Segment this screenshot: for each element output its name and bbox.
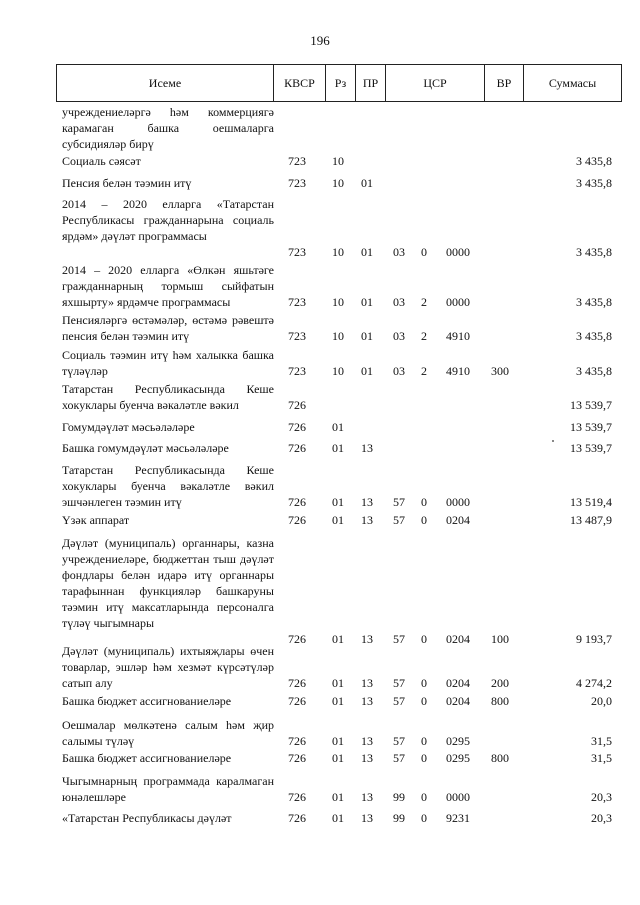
row-kvsr: 726 bbox=[288, 751, 306, 765]
row-sum: 13 519,4 bbox=[570, 495, 612, 509]
row-rz: 01 bbox=[332, 694, 344, 708]
row-csr2: 0 bbox=[421, 495, 427, 509]
row-csr3: 0295 bbox=[446, 751, 470, 765]
row-rz: 10 bbox=[332, 295, 344, 309]
row-rz: 01 bbox=[332, 751, 344, 765]
row-csr1: 57 bbox=[393, 632, 405, 646]
row-csr1: 57 bbox=[393, 513, 405, 527]
row-csr2: 0 bbox=[421, 811, 427, 825]
row-vr: 300 bbox=[491, 364, 509, 378]
header-vr: ВР bbox=[484, 65, 523, 101]
row-csr2: 0 bbox=[421, 632, 427, 646]
row-sum: 20,3 bbox=[591, 811, 612, 825]
row-kvsr: 726 bbox=[288, 441, 306, 455]
row-name: Дәүләт (муниципаль) ихтыяҗлары өчен товарлар, эшләр һәм хезмәт күрсәтүләр сатып алу bbox=[62, 644, 274, 690]
row-csr2: 2 bbox=[421, 295, 427, 309]
row-sum: 13 539,7 bbox=[570, 420, 612, 434]
row-name: «Татарстан Республикасы дәүләт bbox=[62, 811, 232, 825]
header-rz: Рз bbox=[325, 65, 355, 101]
row-name: Дәүләт (муниципаль) органнары, казна учреждениеләре, бюджеттан тыш дәүләт фондлары белән идарә итү органнары тарафыннан функцияләр башкаруны тәэмин итү максатларында персоналга түләү чыгымнары bbox=[62, 536, 274, 630]
row-kvsr: 726 bbox=[288, 694, 306, 708]
row-pr: 13 bbox=[361, 811, 373, 825]
row-pr: 13 bbox=[361, 676, 373, 690]
row-pr: 13 bbox=[361, 694, 373, 708]
row-csr3: 4910 bbox=[446, 329, 470, 343]
row-name: Татарстан Республикасында Кеше хокуклары буенча вәкаләтле вәкил bbox=[62, 382, 274, 412]
row-pr: 13 bbox=[361, 790, 373, 804]
row-pr: 13 bbox=[361, 632, 373, 646]
row-name: 2014 – 2020 елларга «Татарстан Республикасы гражданнарына социаль ярдәм» дәүләт программасы bbox=[62, 197, 274, 243]
row-pr: 13 bbox=[361, 441, 373, 455]
row-csr1: 03 bbox=[393, 245, 405, 259]
row-csr3: 0295 bbox=[446, 734, 470, 748]
row-pr: 13 bbox=[361, 513, 373, 527]
row-rz: 01 bbox=[332, 676, 344, 690]
row-pr: 01 bbox=[361, 176, 373, 190]
row-rz: 10 bbox=[332, 154, 344, 168]
row-sum: 13 487,9 bbox=[570, 513, 612, 527]
row-csr2: 0 bbox=[421, 734, 427, 748]
row-csr2: 0 bbox=[421, 790, 427, 804]
row-name: Гомумдәүләт мәсьәләләре bbox=[62, 420, 195, 434]
row-csr2: 2 bbox=[421, 329, 427, 343]
row-csr3: 0204 bbox=[446, 513, 470, 527]
row-csr3: 0000 bbox=[446, 495, 470, 509]
row-vr: 800 bbox=[491, 694, 509, 708]
row-kvsr: 726 bbox=[288, 676, 306, 690]
row-csr2: 0 bbox=[421, 513, 427, 527]
row-name: Татарстан Республикасында Кеше хокуклары буенча вәкаләтле вәкил эшчәнлеген тәэмин итү bbox=[62, 463, 274, 509]
row-vr: 100 bbox=[491, 632, 509, 646]
row-kvsr: 723 bbox=[288, 364, 306, 378]
row-rz: 10 bbox=[332, 329, 344, 343]
row-csr2: 0 bbox=[421, 676, 427, 690]
row-csr2: 0 bbox=[421, 751, 427, 765]
row-name: Башка гомумдәүләт мәсьәләләре bbox=[62, 441, 229, 455]
row-kvsr: 726 bbox=[288, 734, 306, 748]
row-csr3: 0204 bbox=[446, 694, 470, 708]
row-pr: 01 bbox=[361, 329, 373, 343]
header-sum: Суммасы bbox=[523, 65, 621, 101]
row-kvsr: 726 bbox=[288, 632, 306, 646]
row-name: 2014 – 2020 елларга «Өлкән яшьтәге гражданнарның тормыш сыйфатын яхшырту» ярдәмче программасы bbox=[62, 263, 274, 309]
row-csr2: 0 bbox=[421, 245, 427, 259]
table-header bbox=[56, 64, 622, 102]
row-rz: 01 bbox=[332, 734, 344, 748]
row-kvsr: 726 bbox=[288, 811, 306, 825]
row-name: Башка бюджет ассигнованиеләре bbox=[62, 751, 232, 765]
row-kvsr: 723 bbox=[288, 154, 306, 168]
row-pr: 01 bbox=[361, 295, 373, 309]
row-kvsr: 723 bbox=[288, 295, 306, 309]
row-kvsr: 726 bbox=[288, 398, 306, 412]
row-sum: 20,0 bbox=[591, 694, 612, 708]
row-kvsr: 726 bbox=[288, 495, 306, 509]
row-rz: 01 bbox=[332, 495, 344, 509]
row-sum: 13 539,7 bbox=[570, 398, 612, 412]
header-name: Исеме bbox=[148, 76, 182, 90]
row-csr3: 0000 bbox=[446, 295, 470, 309]
row-csr3: 0204 bbox=[446, 632, 470, 646]
row-rz: 01 bbox=[332, 811, 344, 825]
row-pr: 13 bbox=[361, 734, 373, 748]
row-csr1: 57 bbox=[393, 495, 405, 509]
row-csr2: 2 bbox=[421, 364, 427, 378]
row-name: Башка бюджет ассигнованиеләре bbox=[62, 694, 232, 708]
row-name: Социаль тәэмин итү һәм халыкка башка түләүләр bbox=[62, 348, 274, 378]
row-rz: 01 bbox=[332, 441, 344, 455]
row-kvsr: 723 bbox=[288, 245, 306, 259]
row-sum: 3 435,8 bbox=[576, 295, 612, 309]
row-vr: 200 bbox=[491, 676, 509, 690]
row-rz: 01 bbox=[332, 632, 344, 646]
row-rz: 10 bbox=[332, 364, 344, 378]
row-name: Чыгымнарның программада каралмаган юнәлешләре bbox=[62, 774, 274, 804]
row-csr1: 57 bbox=[393, 694, 405, 708]
row-csr1: 03 bbox=[393, 364, 405, 378]
row-name: Үзәк аппарат bbox=[62, 513, 130, 527]
row-csr1: 99 bbox=[393, 811, 405, 825]
row-kvsr: 723 bbox=[288, 329, 306, 343]
row-pr: 13 bbox=[361, 495, 373, 509]
row-csr1: 99 bbox=[393, 790, 405, 804]
row-name: Пенсияләргә өстәмәләр, өстәмә рәвештә пенсия белән тәэмин итү bbox=[62, 313, 274, 343]
row-csr1: 03 bbox=[393, 295, 405, 309]
scan-speck bbox=[552, 440, 554, 442]
row-name: Оешмалар мөлкәтенә салым һәм җир салымы түләү bbox=[62, 718, 274, 748]
row-rz: 10 bbox=[332, 245, 344, 259]
row-sum: 9 193,7 bbox=[576, 632, 612, 646]
row-kvsr: 726 bbox=[288, 513, 306, 527]
header-pr: ПР bbox=[355, 65, 385, 101]
row-csr2: 0 bbox=[421, 694, 427, 708]
row-rz: 01 bbox=[332, 513, 344, 527]
page-number: 196 bbox=[310, 33, 330, 48]
row-pr: 13 bbox=[361, 751, 373, 765]
row-sum: 3 435,8 bbox=[576, 176, 612, 190]
row-kvsr: 723 bbox=[288, 176, 306, 190]
row-sum: 3 435,8 bbox=[576, 364, 612, 378]
row-csr3: 0000 bbox=[446, 245, 470, 259]
row-name: Социаль сәясәт bbox=[62, 154, 141, 168]
row-sum: 20,3 bbox=[591, 790, 612, 804]
row-csr1: 57 bbox=[393, 734, 405, 748]
row-csr1: 03 bbox=[393, 329, 405, 343]
row-csr3: 0204 bbox=[446, 676, 470, 690]
row-sum: 31,5 bbox=[591, 751, 612, 765]
row-sum: 3 435,8 bbox=[576, 245, 612, 259]
row-rz: 10 bbox=[332, 176, 344, 190]
row-sum: 4 274,2 bbox=[576, 676, 612, 690]
header-csr: ЦСР bbox=[385, 65, 484, 101]
row-kvsr: 726 bbox=[288, 420, 306, 434]
row-rz: 01 bbox=[332, 790, 344, 804]
row-sum: 31,5 bbox=[591, 734, 612, 748]
row-kvsr: 726 bbox=[288, 790, 306, 804]
row-csr3: 9231 bbox=[446, 811, 470, 825]
row-csr3: 4910 bbox=[446, 364, 470, 378]
row-vr: 800 bbox=[491, 751, 509, 765]
row-csr1: 57 bbox=[393, 751, 405, 765]
header-kvsr: КВСР bbox=[273, 65, 325, 101]
row-name: Пенсия белән тәэмин итү bbox=[62, 176, 192, 190]
row-name: учреждениеләргә һәм коммерциягә карамаган башка оешмаларга субсидияләр бирү bbox=[62, 105, 274, 151]
row-csr1: 57 bbox=[393, 676, 405, 690]
row-sum: 13 539,7 bbox=[570, 441, 612, 455]
row-csr3: 0000 bbox=[446, 790, 470, 804]
row-pr: 01 bbox=[361, 245, 373, 259]
row-sum: 3 435,8 bbox=[576, 154, 612, 168]
row-pr: 01 bbox=[361, 364, 373, 378]
row-rz: 01 bbox=[332, 420, 344, 434]
row-sum: 3 435,8 bbox=[576, 329, 612, 343]
